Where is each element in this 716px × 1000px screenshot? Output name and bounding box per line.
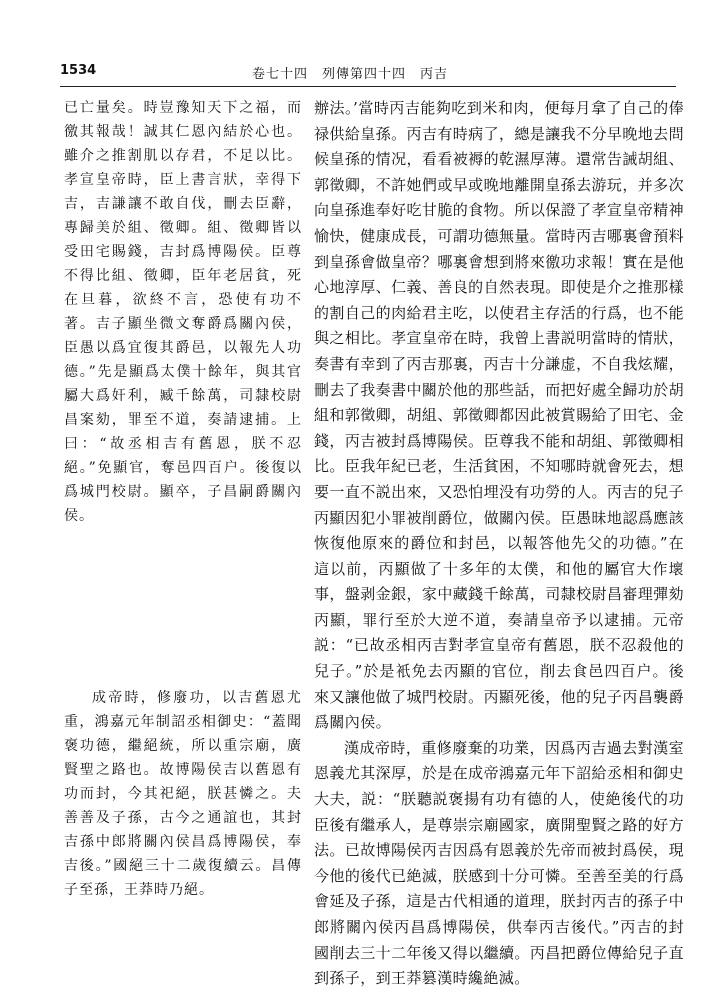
modern-translation-column [314,96,684,992]
page-number: 1534 [60,63,97,78]
modern-paragraph-1: 辦法。’當時丙吉能夠吃到米和肉，便每月拿了自己的俸禄供給皇孫。丙吉有時病了，總是讓我不分早晚地去問候皇孫的情况，看看被褥的乾濕厚薄。還常告誡胡組、郭徵卿，不許她們或早或晚地離開皇孫去游玩，并多次向皇孫進奉好吃甘脆的食物。所以保證了孝宣皇帝精神愉快，健康成長，可謂功德無量。當時丙吉哪裏會預料到皇孫會做皇帝？哪裏會想到將來徼功求報！實在是他心地淳厚、仁義、善良的自然表現。即使是介之推那樣的割自己的肉給君主吃，以使君主存活的行爲，也不能與之相比。孝宣皇帝在時，我曾上書説明當時的情狀，奏書有幸到了丙吉那裏，丙吉十分謙虚，不自我炫耀，刪去了我奏書中關於他的那些話，而把好處全歸功於胡組和郭徵卿，胡組、郭徵卿都因此被賞賜給了田宅、金錢，丙吉被封爲博陽侯。臣尊我不能和胡組、郭徵卿相比。臣我年紀已老，生活貧困，不知哪時就會死去，想要一直不説出來，又恐怕埋没有功勞的人。丙吉的兒子丙顯因犯小罪被削爵位，做關內侯。臣愚昧地認爲應該恢復他原來的爵位和封邑，以報答他先父的功德。”在這以前，丙顯做了十多年的太僕，和他的屬官大作壞事，盤剥金銀，家中藏錢千餘萬，司隸校尉昌審理彈劾丙顯，罪行至於大逆不道，奏請皇帝予以逮捕。元帝説：“已故丞相丙吉對孝宣皇帝有舊恩，朕不忍殺他的兒子。”於是衹免去丙顯的官位，削去食邑四百户。後來又讓他做了城門校尉。丙顯死後，他的兒子丙昌襲爵爲關內侯。 [314,99,684,732]
classical-text-column-top [64,96,302,528]
running-head: 卷七十四 列傳第四十四 丙吉 [252,67,449,82]
classical-text-column-bottom [64,686,302,902]
page-header [60,63,670,85]
classical-paragraph-1: 已亡量矣。時豈豫知天下之福，而徼其報哉！誠其仁恩內結於心也。雖介之推割肌以存君，不足以比。孝宣皇帝時，臣上書言狀，幸得下吉，吉謙讓不敢自伐，刪去臣辭，專歸美於組、徵卿。組、徵卿皆以受田宅賜錢，吉封爲博陽侯。臣尊不得比組、徵卿，臣年老居貧，死在旦暮，欲終不言，恐使有功不著。吉子顯坐微文奪爵爲關內侯，臣愚以爲宜復其爵邑，以報先人功德。”先是顯爲太僕十餘年，與其官屬大爲奸利，臧千餘萬，司隸校尉昌案劾，罪至不道，奏請逮捕。上曰：“故丞相吉有舊恩，朕不忍絕。”免顯官，奪邑四百户。後復以爲城門校尉。顯卒，子昌嗣爵關內侯。 [64,100,302,524]
modern-paragraph-2: 漢成帝時，重修廢棄的功業，因爲丙吉過去對漢室恩義尤其深厚，於是在成帝鴻嘉元年下詔給丞相和御史大夫，説：“朕聽説褒揚有功有德的人，使絶後代的功臣後有繼承人，是尊崇宗廟國家，廣開聖賢之路的好方法。已故博陽侯丙吉因爲有恩義於先帝而被封爲侯，現今他的後代已絶滅，朕感到十分可憐。至善至美的行爲會延及子孫，這是古代相通的道理，朕封丙吉的孫子中郎將關內侯丙昌爲博陽侯，供奉丙吉後代。”丙吉的封國削去三十二年後又得以繼續。丙昌把爵位傳給兒子直到孫子，到王莽篡漢時纔絶滅。 [314,738,684,988]
classical-paragraph-2: 成帝時，修廢功，以吉舊恩尤重，鴻嘉元年制詔丞相御史：“蓋聞褒功德，繼絕統，所以重宗廟，廣賢聖之路也。故博陽侯吉以舊恩有功而封，今其祀絕，朕甚憐之。夫善善及子孫，古今之通誼也，其封吉孫中郎將關內侯昌爲博陽侯，奉吉後。”國絕三十二歲復續云。昌傳子至孫，王莽時乃絕。 [64,690,302,898]
header-rule [60,86,676,87]
